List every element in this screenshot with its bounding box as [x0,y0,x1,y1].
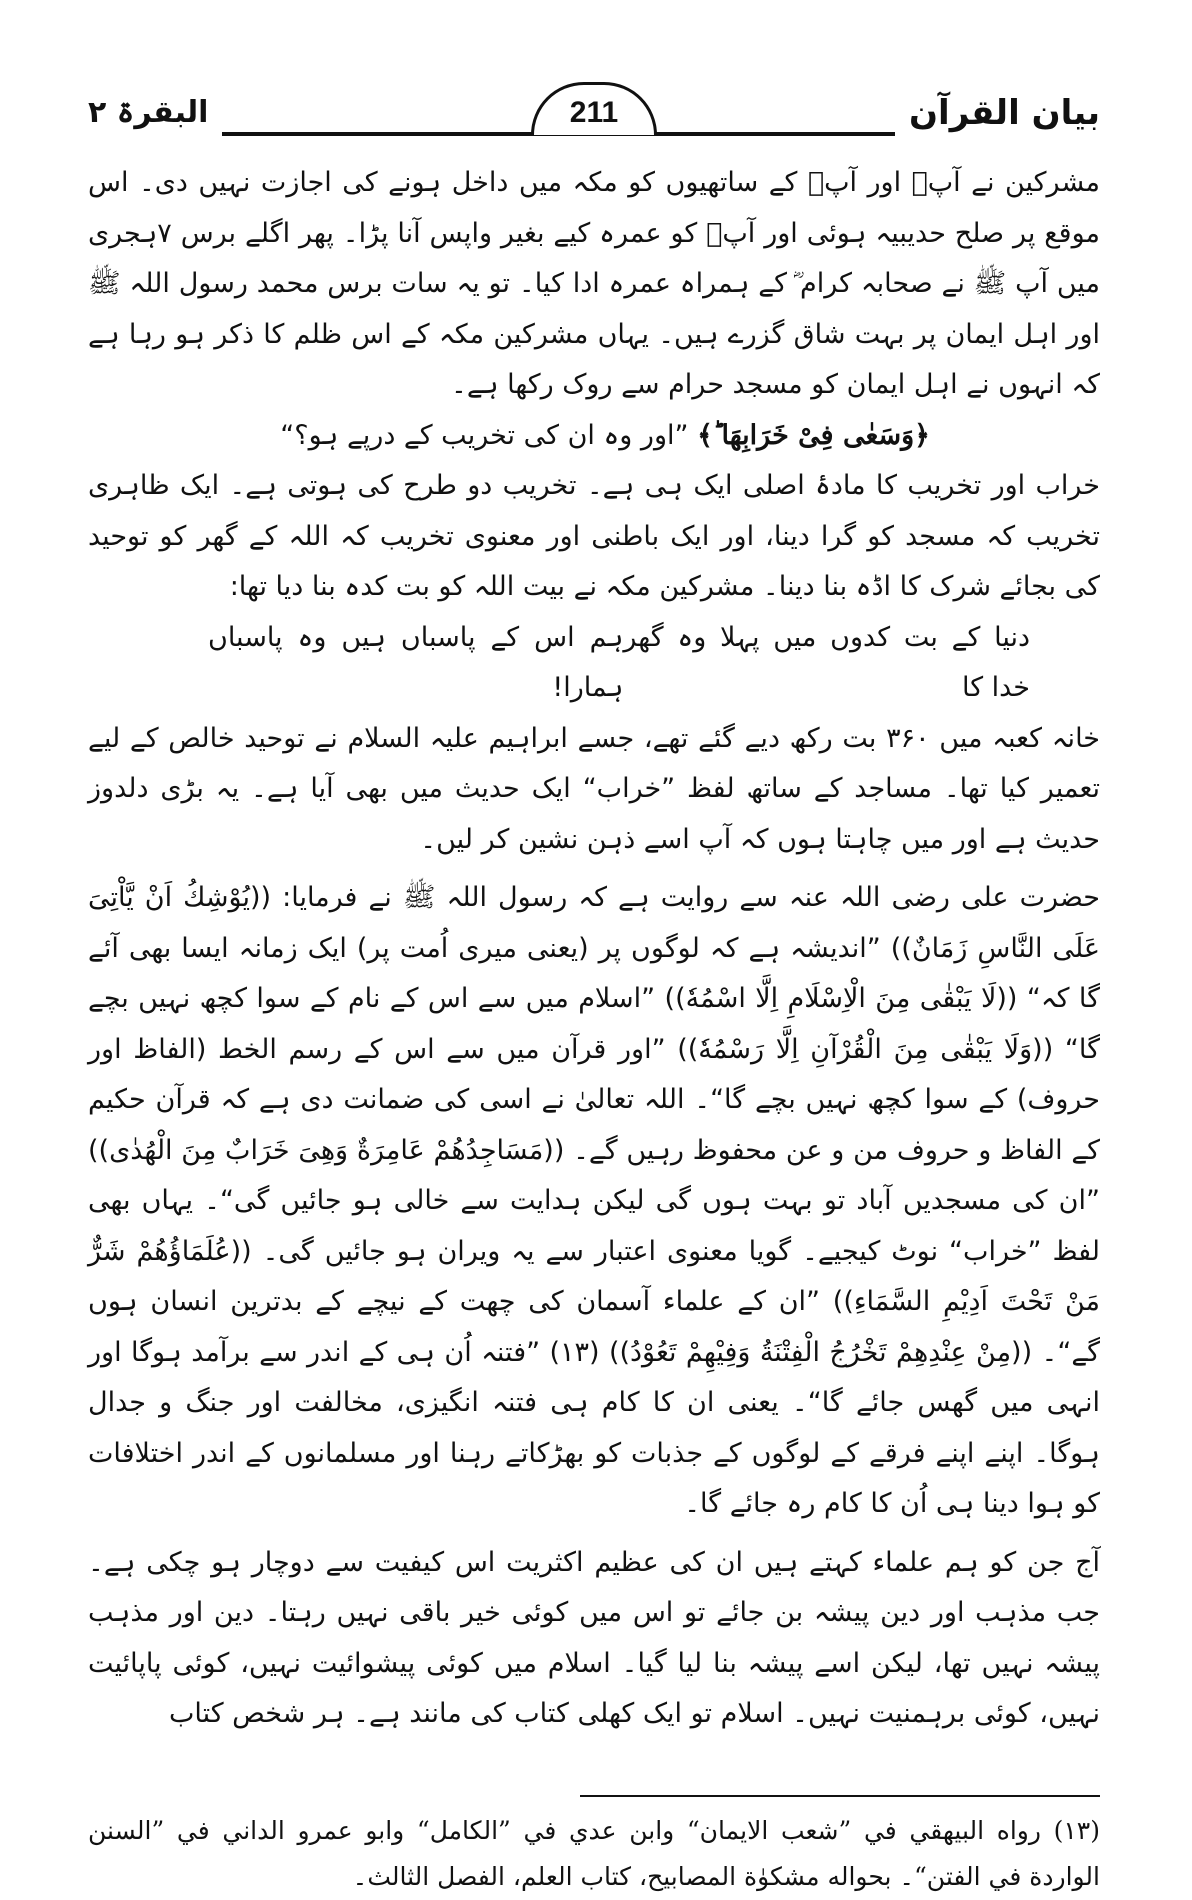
main-text [88,158,1100,1740]
paragraph-5: آج جن کو ہم علماء کہتے ہیں ان کی عظیم اکثریت اس کیفیت سے دوچار ہو چکی ہے۔ جب مذہب اور دین پیشہ بن جائے تو اس میں کوئی خیر باقی نہیں رہتا۔ دین اور مذہب پیشہ نہیں تھا، لیکن اسے پیشہ بنا لیا گیا۔ اسلام میں کوئی پیشوائیت نہیں، کوئی پاپائیت نہیں، کوئی برہمنیت نہیں۔ اسلام تو ایک کھلی کتاب کی مانند ہے۔ ہر شخص کتاب [88,1546,1100,1729]
page-header [88,88,1100,144]
footnote-text: (۱۳) رواه البيهقي في ”شعب الايمان“ وابن عدي في ”الكامل“ وابو عمرو الداني في ”السنن الواردة في الفتن“۔ بحواله مشكوٰة المصابيح، كتاب العلم، الفصل الثالث۔ [88,1816,1100,1891]
surah-name: البقرۃ ۲ [88,88,222,138]
paragraph-4: حضرت علی رضی اللہ عنہ سے روایت ہے کہ رسول اللہ ﷺ نے فرمایا: ((یُوْشِكُ اَنْ یَّاْتِیَ عَلَی النَّاسِ زَمَانٌ)) ”اندیشہ ہے کہ لوگوں پر (یعنی میری اُمت پر) ایک زمانہ ایسا بھی آئے گا کہ“ ((لَا یَبْقٰی مِنَ الْاِسْلَامِ اِلَّا اسْمُهٗ)) ”اسلام میں سے اس کے نام کے سوا کچھ نہیں بچے گا“ ((وَلَا یَبْقٰی مِنَ الْقُرْآنِ اِلَّا رَسْمُهٗ)) ”اور قرآن میں سے اس کے رسم الخط (الفاظ اور حروف) کے سوا کچھ نہیں بچے گا“۔ اللہ تعالیٰ نے اسی کی ضمانت دی ہے کہ قرآن حکیم کے الفاظ و حروف من و عن محفوظ رہیں گے۔ ((مَسَاجِدُهُمْ عَامِرَةٌ وَهِیَ خَرَابٌ مِنَ الْهُدٰی)) ”ان کی مسجدیں آباد تو بہت ہوں گی لیکن ہدایت سے خالی ہو جائیں گی“۔ یہاں بھی لفظ ”خراب“ نوٹ کیجیے۔ گویا معنوی اعتبار سے یہ ویران ہو جائیں گی۔ ((عُلَمَاؤُهُمْ شَرٌّ مَنْ تَحْتَ اَدِیْمِ السَّمَاءِ)) ”ان کے علماء آسمان کی چھت کے نیچے کے بدترین انسان ہوں گے“۔ ((مِنْ عِنْدِهِمْ تَخْرُجُ الْفِتْنَةُ وَفِیْهِمْ تَعُوْدُ)) (۱۳) ”فتنہ اُن ہی کے اندر سے برآمد ہوگا اور انہی میں گھس جائے گا“۔ یعنی ان کا کام ہی فتنہ انگیزی، مخالفت اور جنگ و جدال ہوگا۔ اپنے اپنے فرقے کے لوگوں کے جذبات کو بھڑکاتے رہنا اور مسلمانوں کے اندر اختلافات کو ہوا دینا ہی اُن کا کام رہ جائے گا۔ [88,882,1100,1519]
verse-first-line: دنیا کے بت کدوں میں پہلا وہ گھر خدا کا [623,621,1030,703]
paragraph-1: مشرکین نے آپؐ اور آپؐ کے ساتھیوں کو مکہ میں داخل ہونے کی اجازت نہیں دی۔ اس موقع پر صلح حدیبیہ ہوئی اور آپؐ کو عمرہ کیے بغیر واپس آنا پڑا۔ پھر اگلے برس ۷ہجری میں آپ ﷺ نے صحابہ کرام ؓ کے ہمراہ عمرہ ادا کیا۔ تو یہ سات برس محمد رسول اللہ ﷺ اور اہل ایمان پر بہت شاق گزرے ہیں۔ یہاں مشرکین مکہ کے اس ظلم کا ذکر ہو رہا ہے کہ انہوں نے اہل ایمان کو مسجد حرام سے روک رکھا ہے۔ [88,167,1100,400]
footnote [88,1808,1100,1900]
verse-second-line: ہم اس کے پاسباں ہیں وہ پاسباں ہمارا! [208,621,624,703]
quote-arabic: ﴿وَسَعٰی فِیْ خَرَابِهَا ؕ﴾ [697,419,930,451]
paragraph-2: خراب اور تخریب کا مادۂ اصلی ایک ہی ہے۔ تخریب دو طرح کی ہوتی ہے۔ ایک ظاہری تخریب کہ مسجد کو گرا دینا، اور ایک باطنی اور معنوی تخریب کہ اللہ کے گھر کو توحید کی بجائے شرک کا اڈہ بنا دینا۔ مشرکین مکہ نے بیت اللہ کو بت کدہ بنا دیا تھا: [88,470,1100,602]
book-title: بیان القرآن [895,88,1100,138]
quote-translation: ”اور وہ ان کی تخریب کے درپے ہو؟“ [280,419,689,451]
paragraph-3: خانہ کعبہ میں ۳۶۰ بت رکھ دیے گئے تھے، جسے ابراہیم علیہ السلام نے توحید خالص کے لیے تعمیر کیا تھا۔ مساجد کے ساتھ لفظ ”خراب“ ایک حدیث میں بھی آیا ہے۔ یہ بڑی دلدوز حدیث ہے اور میں چاہتا ہوں کہ آپ اسے ذہن نشین کر لیں۔ [88,722,1100,855]
quranic-quote [88,411,1100,462]
poetry-verse [88,613,1100,714]
page-number: 211 [531,82,657,135]
footnote-rule [580,1795,1100,1797]
